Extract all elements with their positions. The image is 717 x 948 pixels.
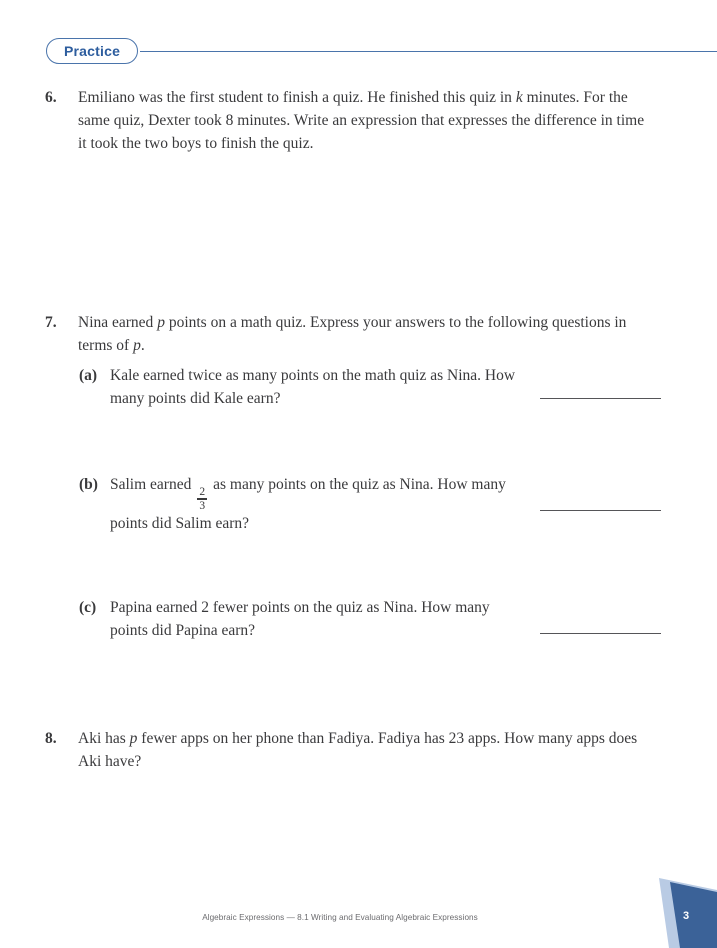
question-7-text-part-1: Nina earned	[78, 314, 158, 331]
question-7-variable-2: p	[133, 337, 141, 354]
question-8-number: 8.	[45, 730, 57, 747]
subpart-b-text-part-1: Salim earned	[110, 476, 196, 493]
page-number-label: 3	[683, 910, 690, 922]
subpart-c-text: Papina earned 2 fewer points on the quiz as Nina. How many points did Papina earn?	[110, 599, 490, 639]
subpart-a-label: (a)	[79, 367, 98, 384]
answer-blank-a[interactable]	[540, 398, 661, 399]
question-6-number: 6.	[45, 89, 57, 106]
question-7-text-part-3: .	[140, 337, 145, 354]
question-7-number: 7.	[45, 314, 57, 331]
question-7-variable: p	[157, 314, 165, 331]
question-7	[45, 311, 645, 357]
question-7-subpart-a	[79, 364, 539, 410]
question-6	[45, 86, 645, 155]
question-8-text-part-2: fewer apps on her phone than Fadiya. Fadiya has 23 apps. How many apps does Aki have?	[78, 730, 638, 770]
answer-blank-c[interactable]	[540, 633, 661, 634]
practice-badge-label: Practice	[64, 43, 121, 59]
question-8	[45, 727, 655, 773]
subpart-a-text: Kale earned twice as many points on the math quiz as Nina. How many points did Kale earn?	[110, 367, 516, 407]
practice-section-header	[0, 38, 717, 68]
subpart-b-text-part-2: as many points on the quiz as Nina. How many points did Salim earn?	[110, 476, 506, 533]
fraction-denominator: 3	[199, 500, 206, 513]
question-7-subpart-b	[79, 473, 539, 535]
question-7-text-part-2: points on a math quiz. Express your answers to the following questions in terms of	[78, 314, 627, 354]
question-6-text	[78, 86, 645, 155]
question-6-text-part-1: Emiliano was the first student to finish a quiz. He finished this quiz in	[78, 89, 516, 106]
subpart-b-text	[110, 473, 522, 535]
subpart-c-label: (c)	[79, 599, 97, 616]
question-8-text-part-1: Aki has	[78, 730, 130, 747]
footer-caption: Algebraic Expressions — 8.1 Writing and Evaluating Algebraic Expressions	[202, 913, 478, 922]
question-6-text-part-2: minutes. For the same quiz, Dexter took 8 minutes. Write an expression that expresses the difference in time it took the two boys to finish the quiz.	[78, 89, 645, 152]
subpart-b-label: (b)	[79, 476, 98, 493]
question-8-variable: p	[129, 730, 138, 747]
question-6-variable: k	[515, 89, 523, 106]
question-7-text	[78, 311, 630, 357]
fraction-numerator: 2	[199, 485, 206, 498]
practice-badge	[46, 38, 138, 64]
question-7-subpart-c	[79, 596, 539, 642]
answer-blank-b[interactable]	[540, 510, 661, 511]
fraction-two-thirds	[197, 486, 207, 512]
page-badge-shape	[639, 874, 717, 948]
page-number-badge	[639, 874, 717, 948]
question-8-text	[78, 727, 655, 773]
section-header-rule	[140, 51, 717, 52]
